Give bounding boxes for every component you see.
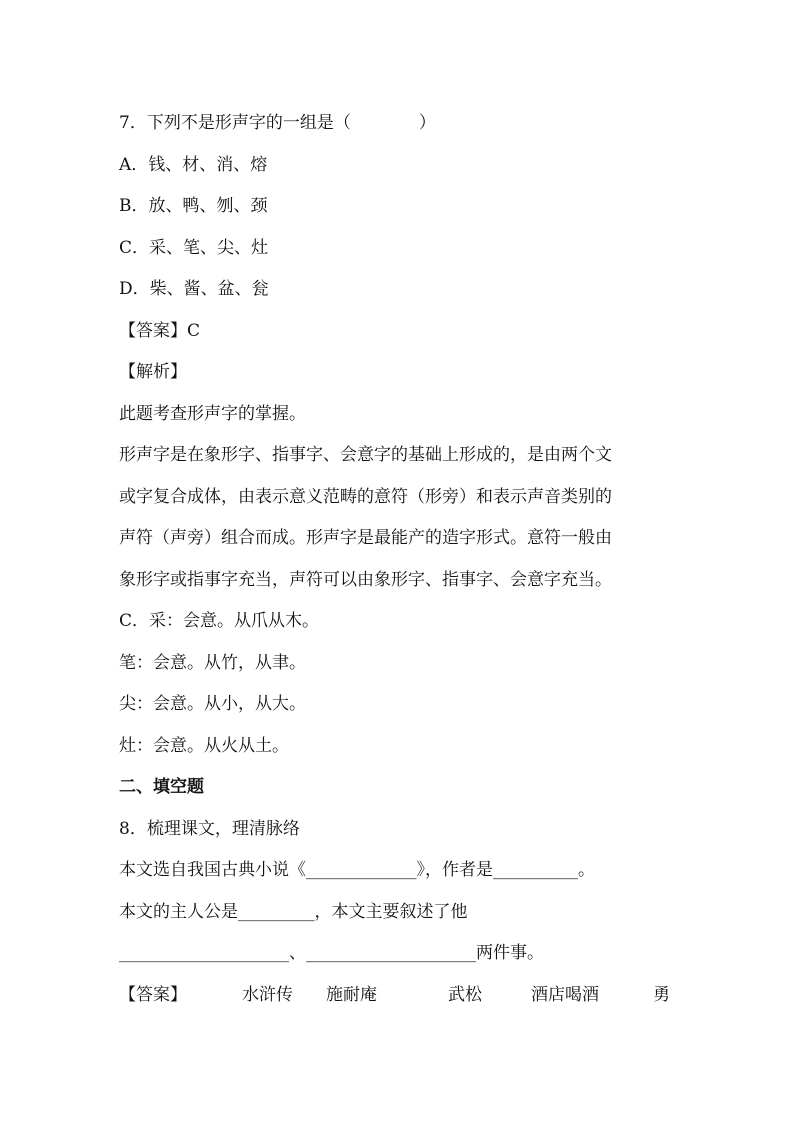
analysis-line: C．采：会意。从爪从木。 bbox=[119, 611, 320, 631]
question-7-option-d: D．柴、酱、盆、瓮 bbox=[119, 279, 269, 299]
answer-item: 武松 bbox=[448, 984, 482, 1005]
question-7-option-c: C．采、笔、尖、灶 bbox=[119, 237, 269, 258]
analysis-line: 象形字或指事字充当，声符可以由象形字、指事字、会意字充当。 bbox=[119, 569, 612, 590]
analysis-line: 笔：会意。从竹，从聿。 bbox=[119, 652, 306, 673]
question-7-stem: 7．下列不是形声字的一组是（ ） bbox=[119, 113, 436, 133]
question-8-stem: 8．梳理课文，理清脉络 bbox=[119, 818, 300, 839]
answer-item: 水浒传 bbox=[242, 984, 293, 1005]
analysis-line: 声符（声旁）组合而成。形声字是最能产的造字形式。意符一般由 bbox=[119, 528, 612, 548]
analysis-line: 此题考查形声字的掌握。 bbox=[119, 403, 306, 424]
document-page bbox=[119, 103, 679, 1016]
answer-item: 勇 bbox=[653, 984, 670, 1005]
analysis-line: 形声字是在象形字、指事字、会意字的基础上形成的，是由两个文 bbox=[119, 445, 612, 465]
analysis-line: 尖：会意。从小，从大。 bbox=[119, 694, 306, 714]
analysis-heading: 【解析】 bbox=[119, 362, 187, 382]
question-8-line: 本文的主人公是_________，本文主要叙述了他 bbox=[119, 901, 468, 922]
question-8-answer-row bbox=[119, 975, 679, 1017]
answer-label: 【答案】 bbox=[119, 984, 187, 1005]
analysis-line: 灶：会意。从火从土。 bbox=[119, 735, 289, 756]
answer-item: 施耐庵 bbox=[326, 984, 377, 1005]
answer-item: 酒店喝酒 bbox=[531, 984, 599, 1005]
section-heading-fill-in: 二、填空题 bbox=[119, 777, 204, 797]
question-8-line: ____________________、____________________两件事。 bbox=[119, 943, 544, 963]
question-7-option-a: A．钱、材、消、熔 bbox=[119, 154, 268, 175]
question-7-option-b: B．放、鸭、刎、颈 bbox=[119, 196, 268, 216]
question-8-line: 本文选自我国古典小说《_____________》，作者是__________。 bbox=[119, 860, 595, 880]
question-7-answer: 【答案】C bbox=[119, 320, 201, 341]
analysis-line: 或字复合成体，由表示意义范畴的意符（形旁）和表示声音类别的 bbox=[119, 486, 612, 507]
